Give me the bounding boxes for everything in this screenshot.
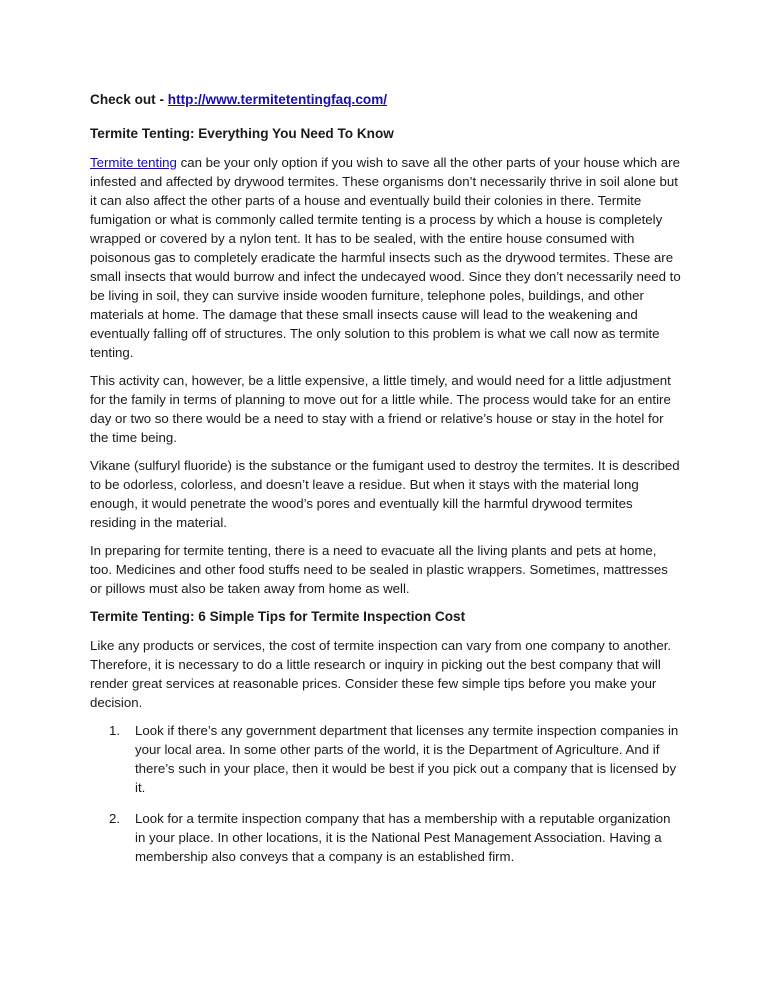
checkout-line <box>90 90 682 110</box>
checkout-label: Check out - <box>90 92 168 107</box>
paragraph-intro-text: can be your only option if you wish to save all the other parts of your house which are infested and affected by drywood termites. These organisms don’t necessarily thrive in soil alone but it can also affect the other parts of a house and eventually build their colonies in there. Termite fumigation or what is commonly called termite tenting is a process by which a house is completely wrapped or covered by a nylon tent. It has to be sealed, with the entire house consumed with poisonous gas to completely eradicate the harmful insects such as the drywood termites. These are small insects that would burrow and infect the undecayed wood. Since they don’t necessarily need to be living in soil, they can survive inside wooden furniture, telephone poles, buildings, and other materials at home. The damage that these small insects cause will lead to the weakening and eventually falling off of structures. The only solution to this problem is what we call now as termite tenting. <box>90 155 681 360</box>
list-item-text: Look if there’s any government department that licenses any termite inspection companies in your local area. In some other parts of the world, it is the Department of Agriculture. And if there’s such in your place, then it would be best if you pick out a company that is licensed by it. <box>135 723 679 795</box>
paragraph-inspection-cost: Like any products or services, the cost of termite inspection can vary from one company to another. Therefore, it is necessary to do a little research or inquiry in picking out the best company that will render great services at reasonable prices. Consider these few simple tips before you make your decision. <box>90 638 672 710</box>
termite-tenting-link[interactable]: Termite tenting <box>90 155 177 170</box>
list-item-text: Look for a termite inspection company that has a membership with a reputable organization in your place. In other locations, it is the National Pest Management Association. Having a membership also conveys that a company is an established firm. <box>135 811 671 864</box>
heading-everything-you-need: Termite Tenting: Everything You Need To Know <box>90 126 394 141</box>
paragraph-preparing: In preparing for termite tenting, there is a need to evacuate all the living plants and pets at home, too. Medicines and other food stuffs need to be sealed in plastic wrappers. Sometimes, mattresses or pillows must also be taken away from home as well. <box>90 543 668 596</box>
heading-six-tips: Termite Tenting: 6 Simple Tips for Termite Inspection Cost <box>90 609 466 624</box>
document-page <box>90 90 682 878</box>
list-item-number: 1. <box>109 723 121 738</box>
list-item <box>90 809 682 866</box>
list-item <box>90 721 682 797</box>
paragraph-intro <box>90 153 682 362</box>
tips-list <box>90 721 682 866</box>
checkout-link[interactable]: http://www.termitetentingfaq.com/ <box>167 92 388 107</box>
paragraph-cost: This activity can, however, be a little expensive, a little timely, and would need for a little adjustment for the family in terms of planning to move out for a little while. The process would take for an entire day or two so there would be a need to stay with a friend or relative’s house or stay in the hotel for the time being. <box>90 373 671 445</box>
paragraph-vikane: Vikane (sulfuryl fluoride) is the substance or the fumigant used to destroy the termites. It is described to be odorless, colorless, and doesn’t leave a residue. But when it stays with the material long enough, it would penetrate the wood’s pores and eventually kill the harmful drywood termites residing in the material. <box>90 458 680 530</box>
list-item-number: 2. <box>109 811 121 826</box>
